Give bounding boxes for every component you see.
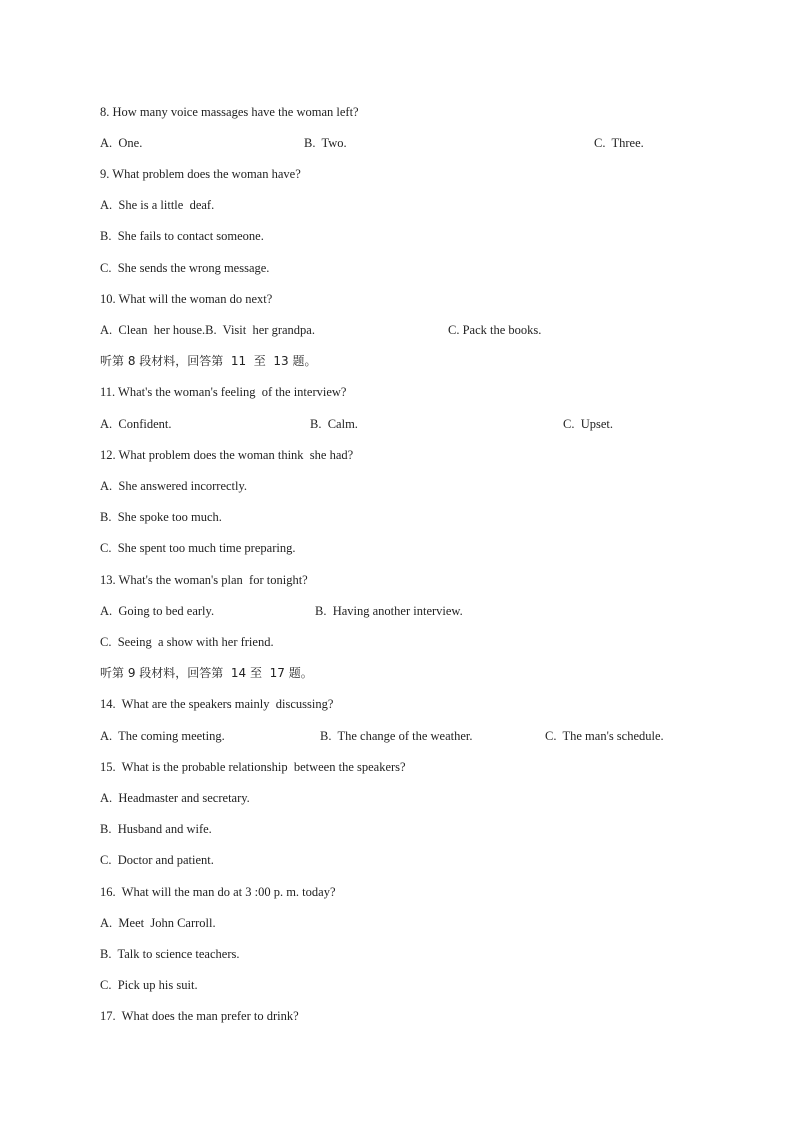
option-16b: B. Talk to science teachers. <box>100 947 240 961</box>
option-15c: C. Doctor and patient. <box>100 853 214 867</box>
option-16a: A. Meet John Carroll. <box>100 916 216 930</box>
question-8: 8. How many voice massages have the woman left? <box>100 105 359 119</box>
question-13: 13. What's the woman's plan for tonight? <box>100 573 308 587</box>
option-14b: B. The change of the weather. <box>320 729 473 743</box>
option-8a: A. One. <box>100 136 143 150</box>
option-16c: C. Pick up his suit. <box>100 978 198 992</box>
question-15: 15. What is the probable relationship between the speakers? <box>100 760 406 774</box>
question-9: 9. What problem does the woman have? <box>100 167 301 181</box>
section-heading-8: 听第 8 段材料，回答第 11 至 13 题。 <box>100 354 317 368</box>
question-10: 10. What will the woman do next? <box>100 292 273 306</box>
option-11b: B. Calm. <box>310 417 358 431</box>
option-15b: B. Husband and wife. <box>100 822 212 836</box>
option-14a: A. The coming meeting. <box>100 729 225 743</box>
option-9c: C. She sends the wrong message. <box>100 261 270 275</box>
question-12: 12. What problem does the woman think she had? <box>100 448 354 462</box>
question-16: 16. What will the man do at 3 :00 p. m. today? <box>100 885 336 899</box>
option-8b: B. Two. <box>304 136 347 150</box>
option-14c: C. The man's schedule. <box>545 729 664 743</box>
option-8c: C. Three. <box>594 136 644 150</box>
option-12a: A. She answered incorrectly. <box>100 479 248 493</box>
option-15a: A. Headmaster and secretary. <box>100 791 250 805</box>
question-14: 14. What are the speakers mainly discussing? <box>100 697 334 711</box>
option-13b: B. Having another interview. <box>315 604 463 618</box>
option-10ab: A. Clean her house.B. Visit her grandpa. <box>100 323 315 337</box>
option-12b: B. She spoke too much. <box>100 510 222 524</box>
option-13c: C. Seeing a show with her friend. <box>100 635 274 649</box>
option-13a: A. Going to bed early. <box>100 604 215 618</box>
option-9a: A. She is a little deaf. <box>100 198 215 212</box>
section-heading-9: 听第 9 段材料，回答第 14 至 17 题。 <box>100 666 313 680</box>
option-9b: B. She fails to contact someone. <box>100 229 264 243</box>
question-11: 11. What's the woman's feeling of the interview? <box>100 385 347 399</box>
option-10c: C. Pack the books. <box>448 323 542 337</box>
question-17: 17. What does the man prefer to drink? <box>100 1009 299 1023</box>
option-11c: C. Upset. <box>563 417 613 431</box>
option-11a: A. Confident. <box>100 417 172 431</box>
option-12c: C. She spent too much time preparing. <box>100 541 296 555</box>
